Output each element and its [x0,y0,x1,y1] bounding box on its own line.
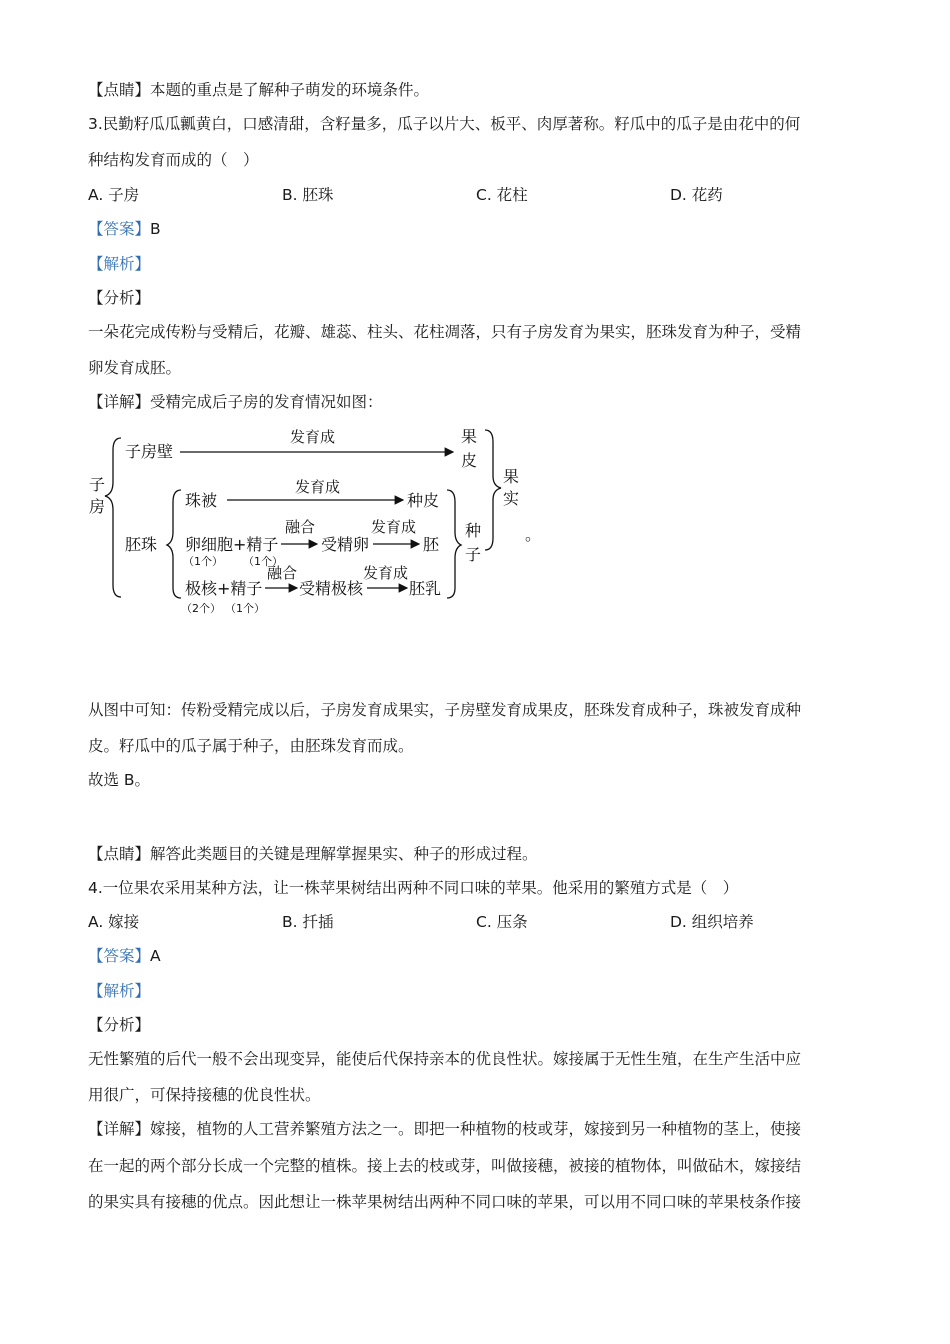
integument-label: 珠被 [185,491,218,510]
answer-value: A [150,947,161,965]
embryo-label: 胚 [423,535,440,554]
point-label: 【点睛】 [88,845,151,863]
polar-sperm-label: 极核+精子 [185,579,263,598]
q3-stem-line1: 3.民勤籽瓜瓜瓤黄白，口感清甜，含籽量多，瓜子以片大、板平、肉厚著称。籽瓜中的瓜子是由花中的何 [88,115,801,133]
q3-option-d: D. 花药 [670,186,723,204]
sperm-count-label-2: （1个） [225,602,265,615]
fruit-label-1: 果 [503,467,520,486]
q4-detail-line3: 的果实具有接穗的优点。因此想让一株苹果树结出两种不同口味的苹果，可以用不同口味的苹果枝条作接 [88,1193,802,1211]
fert-polar-label: 受精极核 [299,579,364,598]
q4-option-a: A. 嫁接 [88,913,140,931]
ovary-label-2: 房 [89,497,106,516]
q3-analysis-label: 【解析】 [88,255,151,273]
q3-detail [88,392,383,412]
q3-choose: 故选 B。 [88,771,151,789]
develops-label-2: 发育成 [295,478,341,496]
pericarp-label-1: 果 [461,427,478,446]
q4-option-b: B. 扦插 [282,913,334,931]
zygote-label: 受精卵 [321,535,370,554]
detail-label: 【详解】 [88,393,151,411]
q4-answer [88,946,161,966]
develops-label-4: 发育成 [363,564,409,582]
q3-fenxi-label: 【分析】 [88,289,151,307]
seed-label-1: 种 [465,521,482,540]
q3-conclusion-line1: 从图中可知：传粉受精完成以后，子房发育成果实，子房壁发育成果皮，胚珠发育成种子，珠被发育成种 [88,701,802,719]
ovary-brace [105,438,121,597]
egg-sperm-label: 卵细胞+精子 [185,535,279,554]
q4-detail-line2: 在一起的两个部分长成一个完整的植株。接上去的枝或芽，叫做接穗，被接的植物体，叫做砧木，嫁接结 [88,1157,802,1175]
seed-brace [447,490,461,598]
polar-count-label: （2个） [181,602,221,615]
q4-analysis-label: 【解析】 [88,982,151,1000]
fuse-label-2: 融合 [267,564,298,582]
ovary-development-diagram [85,420,545,620]
q3-option-c: C. 花柱 [476,186,528,204]
q3-point [88,844,538,864]
q3-stem-line2: 种结构发育而成的（ ） [88,151,259,169]
diagram-period: 。 [525,525,542,544]
pericarp-label-2: 皮 [461,451,478,470]
q4-fenxi-label: 【分析】 [88,1016,151,1034]
fruit-brace [485,430,501,550]
q2-point [88,80,429,100]
seed-coat-label: 种皮 [407,491,440,510]
q3-conclusion-line2: 皮。籽瓜中的瓜子属于种子，由胚珠发育而成。 [88,737,414,755]
q4-option-d: D. 组织培养 [670,913,754,931]
q3-option-b: B. 胚珠 [282,186,334,204]
q3-option-a: A. 子房 [88,186,140,204]
fruit-label-2: 实 [503,489,520,508]
seed-label-2: 子 [465,545,482,564]
endosperm-label: 胚乳 [409,579,442,598]
detail-text: 受精完成后子房的发育情况如图： [150,393,383,411]
ovary-label-1: 子 [89,475,106,494]
develops-label-3: 发育成 [371,518,417,536]
answer-value: B [150,220,161,238]
q4-detail-line1: 【详解】嫁接，植物的人工营养繁殖方法之一。即把一种植物的枝或芽，嫁接到另一种植物的茎上，使接 [88,1120,802,1138]
q4-stem: 4.一位果农采用某种方法，让一株苹果树结出两种不同口味的苹果。他采用的繁殖方式是（ ） [88,879,739,897]
point-text: 本题的重点是了解种子萌发的环境条件。 [150,81,430,99]
ovule-label: 胚珠 [125,535,158,554]
egg-count-label: （1个） [183,555,223,568]
point-label: 【点睛】 [88,81,151,99]
answer-label: 【答案】 [88,220,151,238]
q3-fenxi-line1: 一朵花完成传粉与受精后，花瓣、雄蕊、柱头、花柱凋落，只有子房发育为果实，胚珠发育为种子，受精 [88,323,802,341]
fuse-label-1: 融合 [285,518,316,536]
develops-label-1: 发育成 [290,428,336,446]
sperm-count-label-1: （1个） [243,555,283,568]
q3-fenxi-line2: 卵发育成胚。 [88,359,182,377]
q4-fenxi-line2: 用很广，可保持接穗的优良性状。 [88,1086,321,1104]
ovule-brace [167,490,181,598]
ovary-wall-label: 子房壁 [125,442,174,461]
answer-label: 【答案】 [88,947,151,965]
q4-option-c: C. 压条 [476,913,528,931]
q3-answer [88,219,161,239]
point-text: 解答此类题目的关键是理解掌握果实、种子的形成过程。 [150,845,538,863]
q4-fenxi-line1: 无性繁殖的后代一般不会出现变异，能使后代保持亲本的优良性状。嫁接属于无性生殖，在生产生活中应 [88,1050,802,1068]
